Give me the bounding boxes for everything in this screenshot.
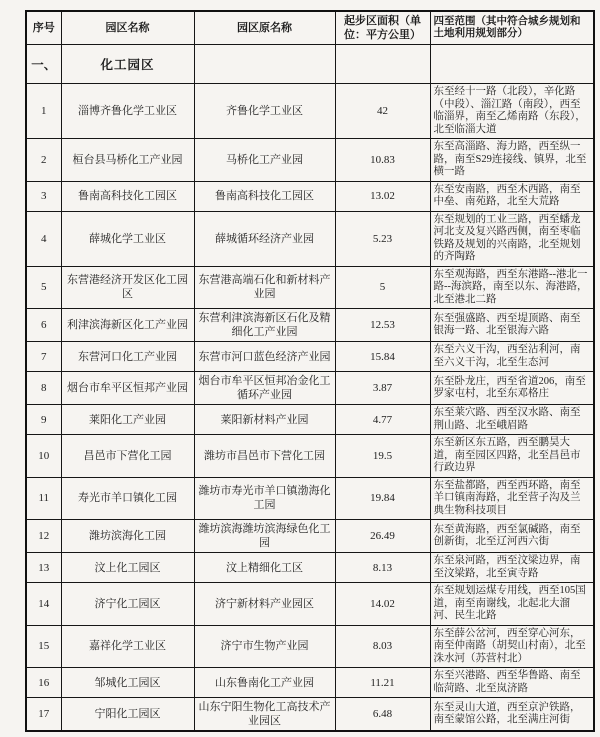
row-area-value: 4.77 [335,405,430,435]
row-park-name: 利津滨海新区化工产业园 [61,309,194,342]
header-original-name: 园区原名称 [194,11,335,45]
row-park-name: 莱阳化工产业园 [61,405,194,435]
row-area-value: 13.02 [335,181,430,211]
row-original-name: 潍坊滨海潍坊滨海绿色化工园 [194,520,335,553]
row-serial-number: 13 [26,553,61,583]
row-boundary-text: 东至灵山大道，西至京沪铁路，南至蒙馆公路，北至满庄河街 [430,698,594,732]
row-original-name: 潍坊市昌邑市下营化工园 [194,435,335,478]
table-row [26,668,594,698]
table-row [26,342,594,372]
row-original-name: 莱阳新材料产业园 [194,405,335,435]
table-row [26,477,594,520]
row-park-name: 昌邑市下营化工园 [61,435,194,478]
row-serial-number: 2 [26,139,61,182]
row-park-name: 潍坊滨海化工园 [61,520,194,553]
section-title: 化工园区 [61,45,194,84]
row-serial-number: 11 [26,477,61,520]
row-serial-number: 6 [26,309,61,342]
row-boundary-text: 东至六义干沟，西至沾利河，南至六义干沟，北至生态河 [430,342,594,372]
row-park-name: 桓台县马桥化工产业园 [61,139,194,182]
row-serial-number: 12 [26,520,61,553]
row-original-name: 济宁新材料产业园区 [194,583,335,626]
row-boundary-text: 东至高淄路、海力路，西至纵一路，南至S29连接线、镇界，北至横一路 [430,139,594,182]
row-boundary-text: 东至经十一路（北段），辛化路（中段）、淄江路（南段），西至临淄界，南至乙烯南路（东段），北至临淄大道 [430,84,594,139]
row-area-value: 5.23 [335,211,430,266]
row-area-value: 14.02 [335,583,430,626]
table-row [26,309,594,342]
row-boundary-text: 东至盐都路，西至西环路，南至羊口镇南海路，北至营子沟及兰典生物科技项目 [430,477,594,520]
row-area-value: 15.84 [335,342,430,372]
row-original-name: 齐鲁化学工业区 [194,84,335,139]
row-serial-number: 1 [26,84,61,139]
row-original-name: 薛城循环经济产业园 [194,211,335,266]
table-row [26,266,594,309]
table-row [26,625,594,668]
chemical-parks-table [25,10,595,732]
row-park-name: 寿光市羊口镇化工园 [61,477,194,520]
row-boundary-text: 东至黄海路，西至氯碱路，南至创新街，北至辽河西六街 [430,520,594,553]
row-original-name: 马桥化工产业园 [194,139,335,182]
row-park-name: 鲁南高科技化工园区 [61,181,194,211]
row-area-value: 12.53 [335,309,430,342]
header-boundary: 四至范围（其中符合城乡规划和土地利用规划部分） [430,11,594,45]
table-row [26,553,594,583]
row-park-name: 邹城化工园区 [61,668,194,698]
row-original-name: 济宁市生物产业园 [194,625,335,668]
header-serial-number: 序号 [26,11,61,45]
row-serial-number: 4 [26,211,61,266]
row-area-value: 5 [335,266,430,309]
row-serial-number: 7 [26,342,61,372]
row-area-value: 11.21 [335,668,430,698]
row-park-name: 汶上化工园区 [61,553,194,583]
table-row [26,139,594,182]
row-serial-number: 10 [26,435,61,478]
row-park-name: 嘉祥化学工业区 [61,625,194,668]
row-boundary-text: 东至兴港路、西至华鲁路、南至临菏路、北至岚济路 [430,668,594,698]
empty-cell [335,45,430,84]
row-original-name: 山东鲁南化工产业园 [194,668,335,698]
row-boundary-text: 东至观海路，西至东港路--港北一路--海滨路，南至以东、海港路，北至港北二路 [430,266,594,309]
empty-cell [430,45,594,84]
row-park-name: 薛城化学工业区 [61,211,194,266]
row-serial-number: 16 [26,668,61,698]
row-park-name: 东营河口化工产业园 [61,342,194,372]
row-boundary-text: 东至规划运煤专用线，西至105国道，南至南谢线，北起北大溜河、民生北路 [430,583,594,626]
row-original-name: 东营港高端石化和新材料产业园 [194,266,335,309]
row-original-name: 潍坊市寿光市羊口镇渤海化工园 [194,477,335,520]
row-area-value: 19.5 [335,435,430,478]
row-serial-number: 15 [26,625,61,668]
table-row [26,84,594,139]
row-serial-number: 17 [26,698,61,732]
section-row [26,45,594,84]
row-park-name: 济宁化工园区 [61,583,194,626]
row-boundary-text: 东至莱穴路、西至汉水路、南至荆山路、北至峨眉路 [430,405,594,435]
row-park-name: 东营港经济开发区化工园区 [61,266,194,309]
table-row [26,405,594,435]
row-serial-number: 3 [26,181,61,211]
row-original-name: 汶上精细化工区 [194,553,335,583]
header-park-name: 园区名称 [61,11,194,45]
row-original-name: 烟台市牟平区恒邦冶金化工循环产业园 [194,372,335,405]
table-row [26,435,594,478]
row-original-name: 鲁南高科技化工园区 [194,181,335,211]
empty-cell [194,45,335,84]
row-area-value: 3.87 [335,372,430,405]
row-area-value: 6.48 [335,698,430,732]
table-row [26,583,594,626]
row-boundary-text: 东至卧龙庄，西至省道206，南至罗家屯村，北至东邓格庄 [430,372,594,405]
row-boundary-text: 东至安南路，西至木西路，南至中垒、南苑路，北至大荒路 [430,181,594,211]
row-park-name: 宁阳化工园区 [61,698,194,732]
section-index: 一、 [26,45,61,84]
row-area-value: 8.03 [335,625,430,668]
row-area-value: 8.13 [335,553,430,583]
row-serial-number: 14 [26,583,61,626]
row-area-value: 26.49 [335,520,430,553]
header-row [26,11,594,45]
row-park-name: 烟台市牟平区恒邦产业园 [61,372,194,405]
row-original-name: 山东宁阳生物化工高技术产业园区 [194,698,335,732]
row-area-value: 19.84 [335,477,430,520]
table-row [26,181,594,211]
row-serial-number: 5 [26,266,61,309]
row-boundary-text: 东至泉河路，西至汶梁边界，南至汶梁路，北至寅寺路 [430,553,594,583]
row-boundary-text: 东至薛公岔河，西至穿心河东，南至仲南路（胡契山村南），北至洙水河（苏营村北） [430,625,594,668]
row-boundary-text: 东至规划的工业三路，西至蟠龙河北支及复兴路西侧，南至枣临铁路及规划的兴南路，北至规划的齐陶路 [430,211,594,266]
row-serial-number: 9 [26,405,61,435]
table-row [26,520,594,553]
row-serial-number: 8 [26,372,61,405]
row-area-value: 42 [335,84,430,139]
row-area-value: 10.83 [335,139,430,182]
table-row [26,698,594,732]
table-row [26,211,594,266]
row-original-name: 东营利津滨海新区石化及精细化工产业园 [194,309,335,342]
row-boundary-text: 东至新区东五路，西至鹏昊大道，南至园区四路，北至昌邑市行政边界 [430,435,594,478]
row-boundary-text: 东至强盛路、西至堤顶路、南至银海一路、北至银海六路 [430,309,594,342]
row-original-name: 东营市河口蓝色经济产业园 [194,342,335,372]
table-row [26,372,594,405]
header-start-area: 起步区面积（单位：平方公里） [335,11,430,45]
row-park-name: 淄博齐鲁化学工业区 [61,84,194,139]
